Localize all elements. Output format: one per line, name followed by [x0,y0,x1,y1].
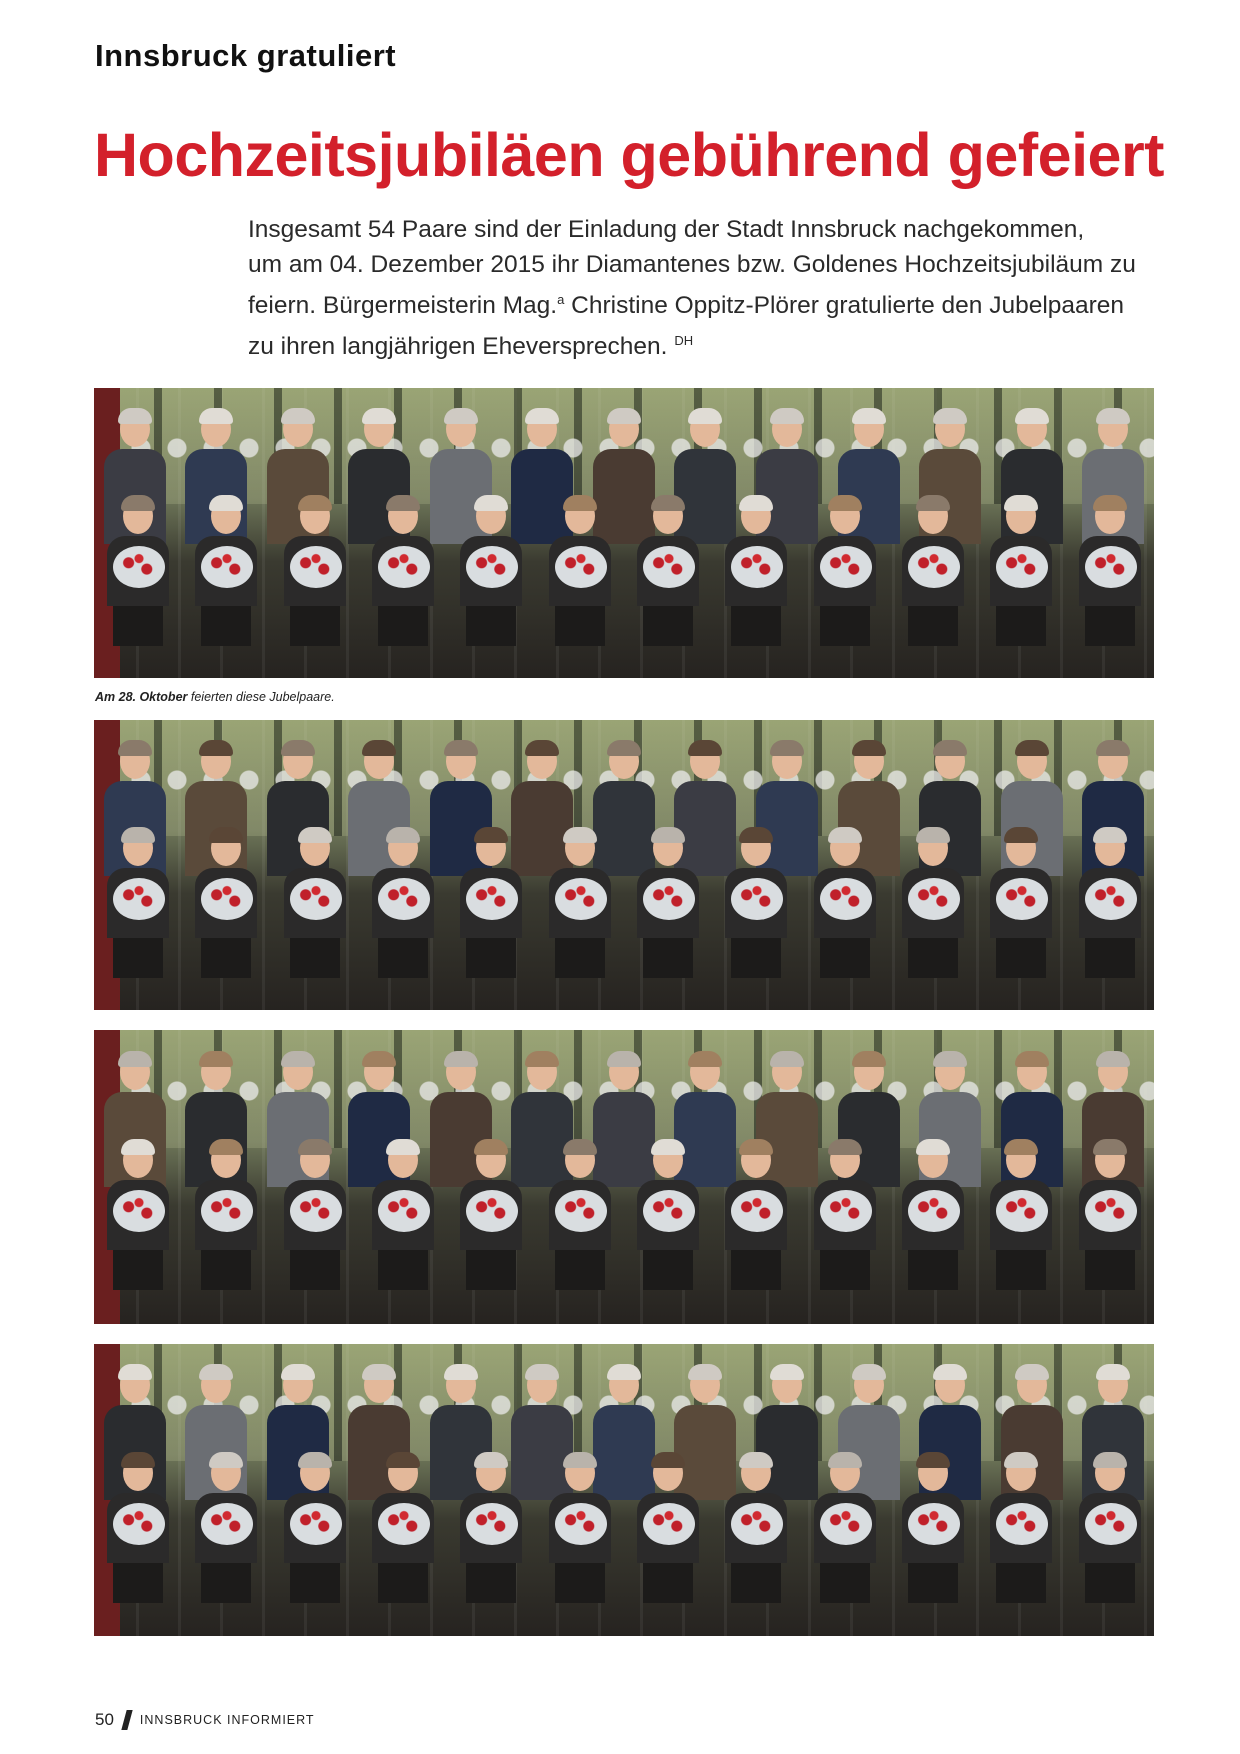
flower-bouquet [113,546,165,588]
group-photo-2 [94,720,1154,1010]
headline: Hochzeitsjubiläen gebührend gefeiert [94,121,1164,189]
group-photo-3 [94,1030,1154,1324]
flower-bouquet [201,1190,253,1232]
lead-paragraph [248,212,1148,364]
person-silhouette [107,498,169,646]
person-silhouette [284,830,346,978]
person-silhouette [1079,830,1141,978]
person-silhouette [637,830,699,978]
person-silhouette [460,830,522,978]
page-footer [95,1710,315,1730]
person-silhouette [195,498,257,646]
person-silhouette [902,498,964,646]
person-silhouette [637,1455,699,1603]
person-silhouette [195,1142,257,1290]
person-silhouette [107,830,169,978]
flower-bouquet [643,1503,695,1545]
group-photo-4 [94,1344,1154,1636]
flower-bouquet [996,1190,1048,1232]
flower-bouquet [643,546,695,588]
flower-bouquet [113,878,165,920]
flower-bouquet [555,1190,607,1232]
person-silhouette [372,1455,434,1603]
caption-text: feierten diese Jubelpaare. [187,690,335,704]
lead-line-2: um am 04. Dezember 2015 ihr Diamantenes bzw. Goldenes Hochzeitsjubiläum zu [248,251,1136,278]
person-silhouette [549,830,611,978]
person-silhouette [902,830,964,978]
flower-bouquet [290,546,342,588]
flower-bouquet [113,1503,165,1545]
person-silhouette [725,1142,787,1290]
person-silhouette [195,1455,257,1603]
person-silhouette [284,1455,346,1603]
flower-bouquet [996,1503,1048,1545]
front-row [94,1142,1154,1290]
lead-line-3-pre: feiern. Bürgermeisterin Mag. [248,292,558,320]
person-silhouette [814,1455,876,1603]
person-silhouette [725,498,787,646]
flower-bouquet [908,546,960,588]
author-initials: DH [674,333,694,349]
flower-bouquet [555,546,607,588]
lead-line-4: zu ihren langjährigen Eheversprechen. [248,333,675,361]
person-silhouette [1079,1455,1141,1603]
front-row [94,1455,1154,1603]
flower-bouquet [378,546,430,588]
kicker: Innsbruck gratuliert [95,38,397,73]
person-silhouette [637,498,699,646]
person-silhouette [549,1142,611,1290]
flower-bouquet [290,878,342,920]
person-silhouette [284,498,346,646]
front-row [94,498,1154,646]
flower-bouquet [1085,1190,1137,1232]
photo-caption [95,690,335,704]
lead-line-3-post: Christine Oppitz-Plörer gratulierte den Jubelpaaren [564,292,1125,320]
person-silhouette [372,498,434,646]
person-silhouette [990,1142,1052,1290]
person-silhouette [725,1455,787,1603]
flower-bouquet [290,1503,342,1545]
person-silhouette [637,1142,699,1290]
flower-bouquet [113,1190,165,1232]
flower-bouquet [820,1503,872,1545]
flower-bouquet [1085,546,1137,588]
person-silhouette [460,498,522,646]
person-silhouette [460,1455,522,1603]
flower-bouquet [378,1190,430,1232]
flower-bouquet [820,546,872,588]
flower-bouquet [908,878,960,920]
person-silhouette [902,1455,964,1603]
flower-bouquet [643,878,695,920]
person-silhouette [814,1142,876,1290]
flower-bouquet [731,1190,783,1232]
flower-bouquet [1085,1503,1137,1545]
person-silhouette [195,830,257,978]
flower-bouquet [643,1190,695,1232]
person-silhouette [460,1142,522,1290]
lead-line-1: Insgesamt 54 Paare sind der Einladung der Stadt Innsbruck nachgekommen, [248,216,1085,243]
person-silhouette [814,498,876,646]
person-silhouette [107,1455,169,1603]
person-silhouette [990,830,1052,978]
flower-bouquet [555,878,607,920]
person-silhouette [549,1455,611,1603]
group-photo-1 [94,388,1154,678]
footer-slash-divider [121,1710,132,1730]
person-silhouette [107,1142,169,1290]
person-silhouette [814,830,876,978]
caption-date: Am 28. Oktober [95,690,188,704]
person-silhouette [284,1142,346,1290]
person-silhouette [902,1142,964,1290]
flower-bouquet [555,1503,607,1545]
person-silhouette [725,830,787,978]
person-silhouette [1079,498,1141,646]
person-silhouette [990,1455,1052,1603]
person-silhouette [372,1142,434,1290]
flower-bouquet [466,1190,518,1232]
person-silhouette [372,830,434,978]
person-silhouette [549,498,611,646]
flower-bouquet [820,878,872,920]
flower-bouquet [1085,878,1137,920]
page-number: 50 [95,1710,114,1729]
lead-superscript: a [557,292,565,307]
front-row [94,830,1154,978]
flower-bouquet [908,1190,960,1232]
flower-bouquet [908,1503,960,1545]
flower-bouquet [378,878,430,920]
person-silhouette [990,498,1052,646]
magazine-name: INNSBRUCK INFORMIERT [139,1713,315,1727]
flower-bouquet [820,1190,872,1232]
person-silhouette [1079,1142,1141,1290]
flower-bouquet [378,1503,430,1545]
flower-bouquet [290,1190,342,1232]
